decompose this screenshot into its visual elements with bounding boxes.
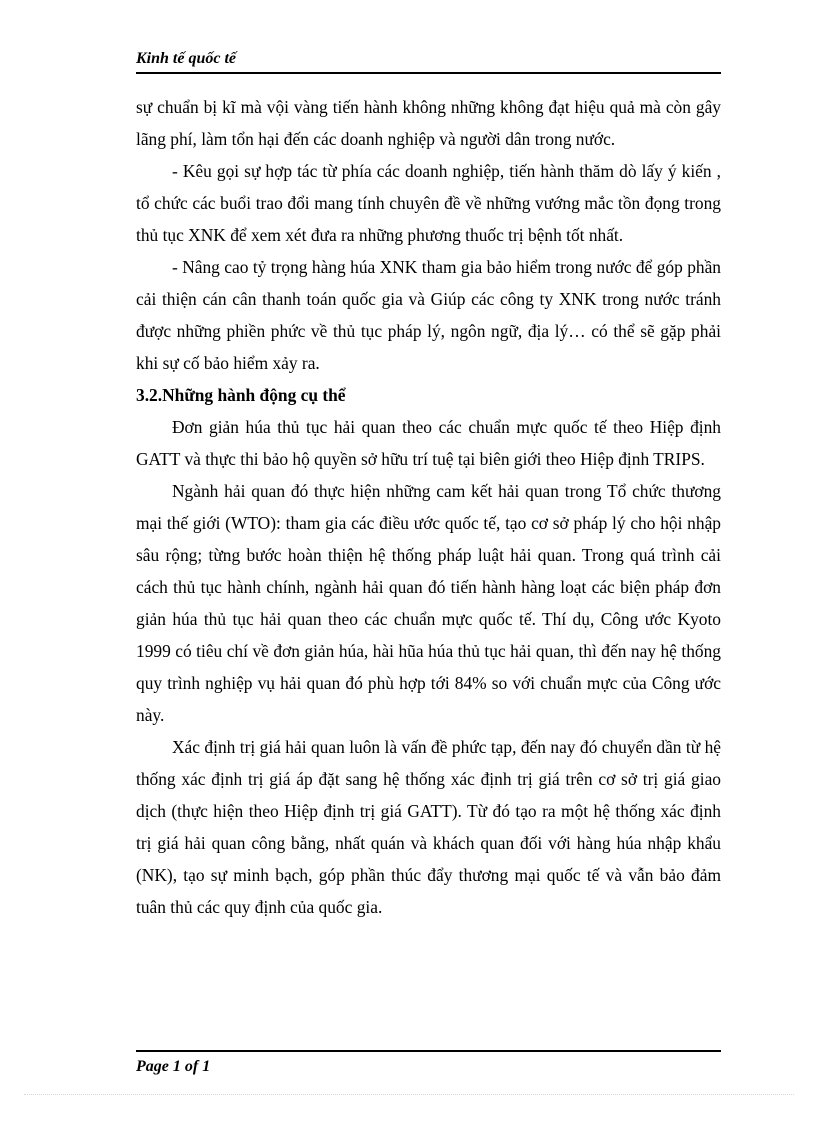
paragraph-simplify-customs: Đơn giản húa thủ tục hải quan theo các chuẩn mực quốc tế theo Hiệp định GATT và thực thi bảo hộ quyền sở hữu trí tuệ tại biên giới theo Hiệp định TRIPS.	[136, 417, 721, 469]
page-bottom-edge	[24, 1094, 794, 1095]
page-header	[136, 48, 721, 74]
paragraph-business-cooperation: - Kêu gọi sự hợp tác từ phía các doanh nghiệp, tiến hành thăm dò lấy ý kiến , tổ chức các buổi trao đổi mang tính chuyên đề về những vướng mắc tồn đọng trong thủ tục XNK để xem xét đưa ra những phương thuốc trị bệnh tốt nhất.	[136, 161, 721, 245]
paragraph-continuation: sự chuẩn bị kĩ mà vội vàng tiến hành không những không đạt hiệu quả mà còn gây lãng phí, làm tổn hại đến các doanh nghiệp và người dân trong nước.	[136, 97, 721, 149]
paragraph-customs-valuation: Xác định trị giá hải quan luôn là vấn đề phức tạp, đến nay đó chuyển dần từ hệ thống xác định trị giá áp đặt sang hệ thống xác định trị giá trên cơ sở trị giá giao dịch (thực hiện theo Hiệp định trị giá GATT). Từ đó tạo ra một hệ thống xác định trị giá hải quan công bằng, nhất quán và khách quan đối với hàng húa nhập khẩu (NK), tạo sự minh bạch, góp phần thúc đẩy thương mại quốc tế và vẫn bảo đảm tuân thủ các quy định của quốc gia.	[136, 737, 721, 917]
document-body	[136, 91, 721, 923]
page-footer	[136, 1050, 721, 1075]
page-number: Page 1 of 1	[136, 1058, 211, 1075]
paragraph-wto-commitments: Ngành hải quan đó thực hiện những cam kết hải quan trong Tổ chức thương mại thế giới (WTO): tham gia các điều ước quốc tế, tạo cơ sở pháp lý cho hội nhập sâu rộng; từng bước hoàn thiện hệ thống pháp luật hải quan. Trong quá trình cải cách thủ tục hành chính, ngành hải quan đó tiến hành hàng loạt các biện pháp đơn giản húa thủ tục hải quan theo các chuẩn mực quốc tế. Thí dụ, Công ước Kyoto 1999 có tiêu chí về đơn giản húa, hài hũa húa thủ tục hải quan, thì đến nay hệ thống quy trình nghiệp vụ hải quan đó phù hợp tới 84% so với chuẩn mực của Công ước này.	[136, 481, 721, 725]
section-heading: 3.2.Những hành động cụ thể	[136, 385, 346, 405]
header-title: Kinh tế quốc tế	[136, 50, 237, 67]
paragraph-insurance: - Nâng cao tỷ trọng hàng húa XNK tham gia bảo hiểm trong nước để góp phần cải thiện cán cân thanh toán quốc gia và Giúp các công ty XNK trong nước tránh được những phiền phức về thủ tục pháp lý, ngôn ngữ, địa lý… có thể sẽ gặp phải khi sự cố bảo hiểm xảy ra.	[136, 257, 721, 373]
